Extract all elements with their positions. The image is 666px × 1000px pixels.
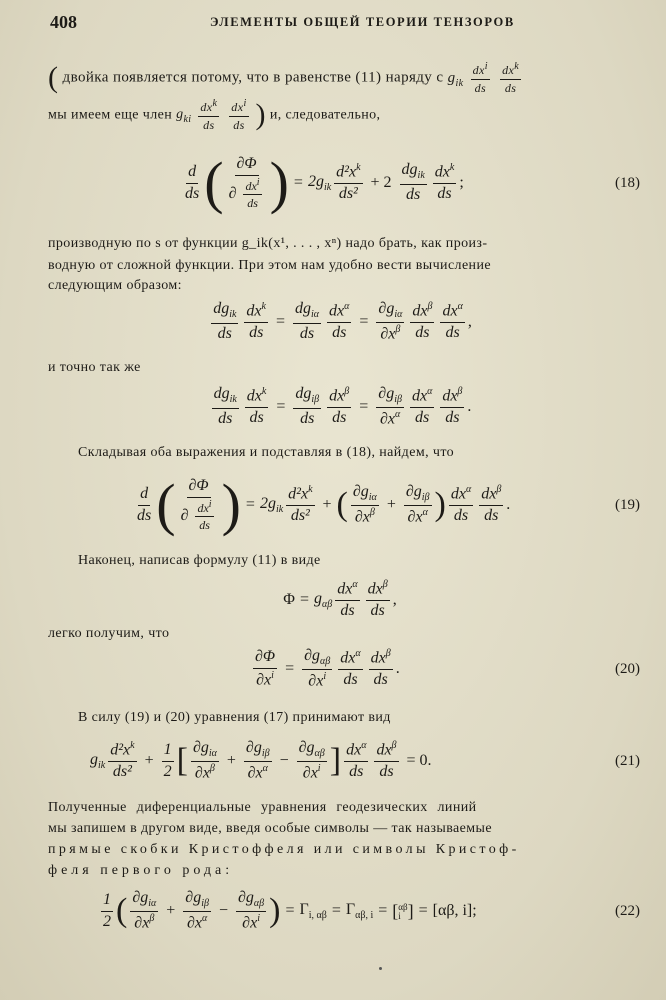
fraction: $\frac{dx^k}{ds}$ <box>434 162 455 203</box>
open-paren: ( <box>48 61 59 95</box>
fraction: $\frac{dx^\alpha}{ds}$ <box>340 648 361 689</box>
equation-number: (19) <box>615 496 640 513</box>
fraction: $\frac{dx^\beta}{ds}$ <box>442 386 463 427</box>
equation-number: (22) <box>615 902 640 919</box>
paragraph-8-line-1: Полученные диференциальные уравнения геодезических линий <box>48 800 477 815</box>
fraction: $\frac{dx^\beta}{ds}$ <box>376 740 397 781</box>
formula: $\frac{d}{ds}$ ( ∂Φ ∂ $\frac{dx^i}{ds}$ ) = $2g_{ik}$ $\frac{d^2x^k}{\text{ds²}}$ + ( $\frac{\partial g_{i\alpha}}{\partial x^\beta}$ + $\frac{\partial g_{i\beta}}{\partial x^\alpha}$ ) $\frac{dx^\alpha}{ds}$ $\frac{dx^\beta}{ds}$ . <box>137 472 511 537</box>
fraction: $\frac{dg_{ik}}{ds}$ <box>213 300 237 342</box>
fraction: $\frac{\partial g_{i\alpha}}{\partial x^\beta}$ <box>192 738 217 782</box>
equation-number: (20) <box>615 660 640 677</box>
paragraph-2-line-2: водную от сложной функции. При этом нам удобно вести вычисление <box>48 258 491 273</box>
equation-18 <box>40 148 640 218</box>
text-span: и, следовательно, <box>269 107 381 123</box>
inline-formula: $g_{ki}$ <box>176 107 192 126</box>
fraction: $\frac{\partial g_{\alpha\beta}}{\partial x^i}$ <box>238 888 265 932</box>
fraction: $\frac{\partial g_{i\beta}}{\partial x^\alpha}$ <box>185 888 209 932</box>
fraction: $\frac{dx^\alpha}{ds}$ <box>450 484 472 525</box>
fraction: $\frac{dx^\beta}{ds}$ <box>329 386 350 427</box>
fraction: $\frac{d^2x^k}{\text{ds²}}$ <box>336 162 361 203</box>
fraction: $\frac{dx^\beta}{ds}$ <box>367 579 388 620</box>
fraction: $\frac{dg_{ik}}{ds}$ <box>213 385 237 427</box>
fraction: $\frac{dx^\alpha}{ds}$ <box>329 301 350 342</box>
fraction: $\frac{dx^k}{ds}$ <box>502 61 520 95</box>
equation-22 <box>40 883 640 939</box>
paragraph-8-line-2: мы запишем в другом виде, введя особые символы — так называемые <box>48 821 492 836</box>
equation-chain-rule-1: $\frac{dg_{ik}}{ds}$ $\frac{dx^k}{ds}$ = $\frac{dg_{i\alpha}}{ds}$ $\frac{dx^\alpha}{ds}$ = $\frac{\partial g_{i\alpha}}{\partial x^\beta}$ $\frac{dx^\beta}{ds}$ $\frac{dx^\alpha}{ds}$ , <box>213 299 472 343</box>
equation-19 <box>40 470 640 540</box>
paragraph-1-line-1 <box>48 62 524 94</box>
equation-number: (21) <box>615 752 640 769</box>
fraction: $\frac{dx^\beta}{ds}$ <box>370 648 391 689</box>
fraction: $\frac{dx^\beta}{ds}$ <box>412 301 433 342</box>
equation-21 <box>40 735 640 787</box>
fraction: $\frac{\partial g_{i\beta}}{\partial x^\alpha}$ <box>245 738 270 782</box>
fraction: $\frac{dx^\alpha}{ds}$ <box>337 579 358 620</box>
fraction: $\frac{\partial\Phi}{\partial x^i}$ <box>255 648 276 689</box>
fraction: $\frac{dg_{i\beta}}{ds}$ <box>295 385 320 427</box>
fraction: $\frac{1}{2}$ <box>103 890 111 930</box>
fraction: $\frac{\partial g_{i\alpha}}{\partial x^\beta}$ <box>352 482 377 526</box>
fraction: $\frac{dx^\alpha}{ds}$ <box>346 740 367 781</box>
equation-number: (18) <box>615 174 640 191</box>
paragraph-1-line-2 <box>48 99 380 131</box>
paragraph-8-line-4: феля первого рода: <box>48 863 234 878</box>
formula: $\frac{d}{ds}$ ( ∂Φ ∂ $\frac{dx^i}{ds}$ ) = $2g_{ik}$ $\frac{d^2x^k}{\text{ds²}}$ + 2 $\frac{dg_{ik}}{ds}$ $\frac{dx^k}{ds}$ ; <box>185 150 464 215</box>
phi-symbol: Φ <box>283 591 295 608</box>
paragraph-2-line-1: производную по s от функции g_ik(x¹, . . . , xⁿ) надо брать, как произ- <box>48 236 488 251</box>
formula: $\frac{1}{2}$ ( $\frac{\partial g_{i\alpha}}{\partial x^\beta}$ + $\frac{\partial g_{i\beta}}{\partial x^\alpha}$ − $\frac{\partial g_{\alpha\beta}}{\partial x^i}$ ) = $\Gamma_{i, \alpha\beta}$ = $\Gamma_{\alpha\beta, i}$ = [ αβ i ] = [αβ, i]; <box>103 888 477 932</box>
equation-20 <box>40 645 640 693</box>
equation-phi-definition: Φ = $g_{\alpha\beta}$ $\frac{dx^\alpha}{ds}$ $\frac{dx^\beta}{ds}$ , <box>283 579 397 620</box>
paragraph-2-line-3: следующим образом: <box>48 278 182 293</box>
fraction: $\frac{dx^\alpha}{ds}$ <box>411 386 433 427</box>
fraction: $\frac{\partial g_{i\alpha}}{\partial x^\beta}$ <box>378 299 403 343</box>
fraction: $\frac{d^2x^k}{\text{ds²}}$ <box>288 484 313 525</box>
fraction: $\frac{\partial g_{i\alpha}}{\partial x^\beta}$ <box>132 888 157 932</box>
paragraph-6: легко получим, что <box>48 626 170 641</box>
fraction: $\frac{dg_{i\alpha}}{ds}$ <box>295 300 320 342</box>
text-span: мы имеем еще член <box>48 107 173 123</box>
paragraph-8-line-3: прямые скобки Кристоффеля или символы Кристоф- <box>48 842 520 857</box>
fraction: $\frac{dg_{ik}}{ds}$ <box>401 161 425 203</box>
paragraph-4: Складывая оба выражения и подставляя в (18), найдем, что <box>78 445 455 460</box>
fraction: $\frac{dx^k}{ds}$ <box>246 301 266 342</box>
paragraph-5: Наконец, написав формулу (11) в виде <box>78 553 321 568</box>
text-span: двойка появляется потому, что в равенстве (11) наряду с <box>62 69 444 86</box>
fraction: $\frac{dx^i}{ds}$ <box>231 98 247 132</box>
formula: $g_{ik}$ $\frac{d^2x^k}{\text{ds²}}$ + $\frac{1}{2}$ [ $\frac{\partial g_{i\alpha}}{\partial x^\beta}$ + $\frac{\partial g_{i\beta}}{\partial x^\alpha}$ − $\frac{\partial g_{\alpha\beta}}{\partial x^i}$ ] $\frac{dx^\alpha}{ds}$ $\frac{dx^\beta}{ds}$ = 0. <box>90 738 432 782</box>
ink-speck <box>379 967 382 970</box>
fraction: $\frac{\partial g_{\alpha\beta}}{\partial x^i}$ <box>304 646 331 690</box>
running-header <box>50 12 636 36</box>
fraction: $\frac{1}{2}$ <box>163 740 172 780</box>
equation-chain-rule-2: $\frac{dg_{ik}}{ds}$ $\frac{dx^k}{ds}$ = $\frac{dg_{i\beta}}{ds}$ $\frac{dx^\beta}{ds}$ = $\frac{\partial g_{i\beta}}{\partial x^\alpha}$ $\frac{dx^\alpha}{ds}$ $\frac{dx^\beta}{ds}$ . <box>213 384 472 428</box>
fraction: ∂Φ ∂ $\frac{dx^i}{ds}$ <box>180 477 212 533</box>
paragraph-3: и точно так же <box>48 360 141 375</box>
fraction: $\frac{d^2x^k}{\text{ds²}}$ <box>110 740 135 781</box>
page-number: 408 <box>50 12 77 32</box>
fraction: $\frac{dx^\beta}{ds}$ <box>481 484 502 525</box>
fraction: $\frac{\partial g_{i\beta}}{\partial x^\alpha}$ <box>378 384 402 428</box>
formula: $\frac{\partial\Phi}{\partial x^i}$ = $\frac{\partial g_{\alpha\beta}}{\partial x^i}$ $\frac{dx^\alpha}{ds}$ $\frac{dx^\beta}{ds}$ . <box>255 646 400 690</box>
fraction: $\frac{\partial g_{i\beta}}{\partial x^\alpha}$ <box>405 482 430 526</box>
fraction: $\frac{d}{ds}$ <box>137 484 152 524</box>
paragraph-7: В силу (19) и (20) уравнения (17) принимают вид <box>78 710 391 725</box>
fraction: $\frac{dx^i}{ds}$ <box>472 61 488 95</box>
running-head-title: ЭЛЕМЕНТЫ ОБЩЕЙ ТЕОРИИ ТЕНЗОРОВ <box>210 15 515 29</box>
fraction: $\frac{dx^k}{ds}$ <box>246 386 267 427</box>
fraction: $\frac{dx^\alpha}{ds}$ <box>442 301 463 342</box>
fraction: $\frac{dx^k}{ds}$ <box>200 98 218 132</box>
fraction: $\frac{\partial g_{\alpha\beta}}{\partial x^i}$ <box>298 738 325 782</box>
fraction: ∂Φ ∂ $\frac{dx^i}{ds}$ <box>228 155 260 211</box>
fraction: $\frac{d}{ds}$ <box>185 162 200 202</box>
close-paren: ) <box>255 98 266 132</box>
bracket-symbol: [αβ, i]; <box>432 902 477 919</box>
inline-formula: $g_{ik}$ <box>447 69 464 89</box>
